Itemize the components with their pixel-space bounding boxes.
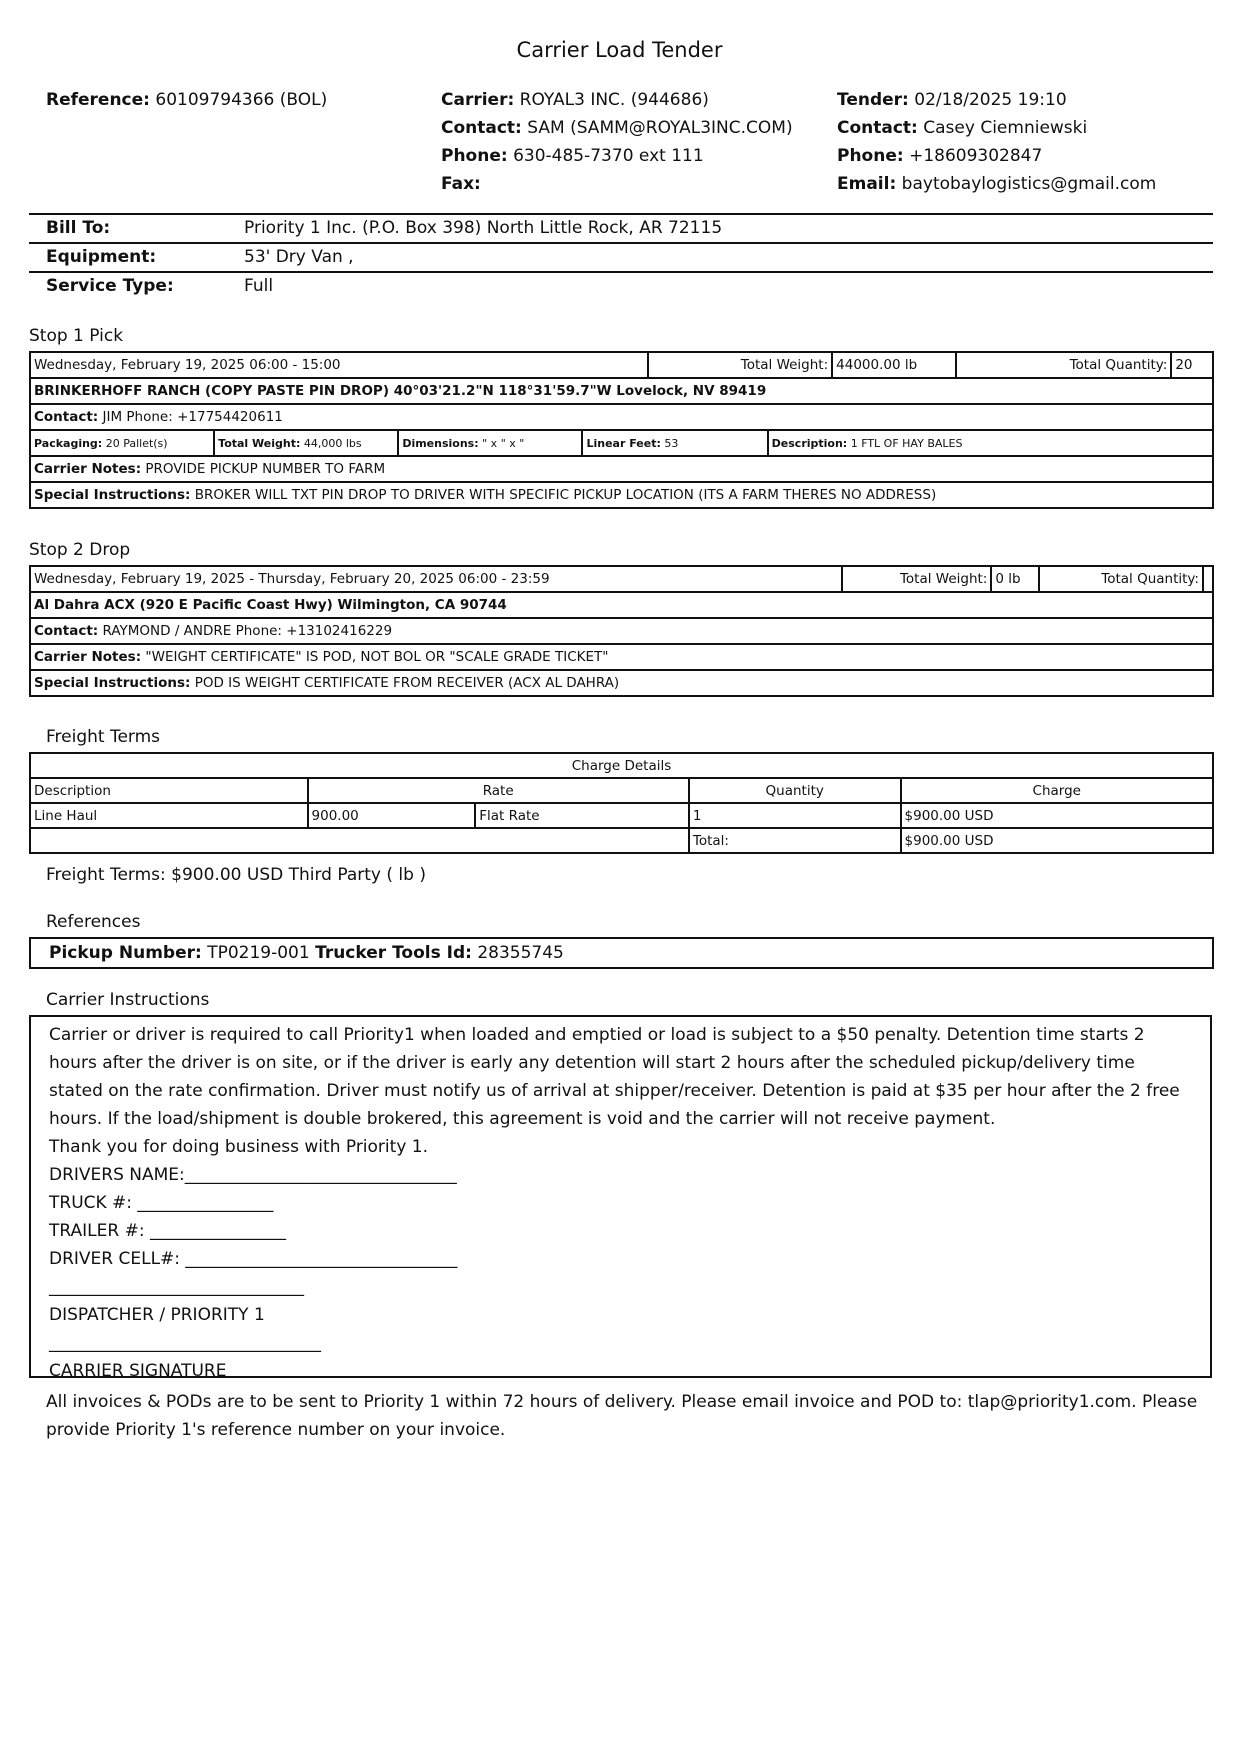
stop2-location [30,592,1213,618]
tender-label: Tender: [837,90,909,110]
freight-heading: Freight Terms [46,727,161,747]
driver-cell-field: DRIVER CELL#: ________________________________ [49,1249,458,1269]
stop2-table [29,565,1214,697]
service-type-label: Service Type: [46,276,174,296]
stop1-special-label: Special Instructions: [34,487,191,503]
col-charge: Charge [901,778,1213,803]
stop1-linear-feet-value: 53 [664,436,679,450]
carrier-signature-label: CARRIER SIGNATURE [49,1361,227,1381]
stop1-heading: Stop 1 Pick [29,326,124,346]
stop1-linear-feet [582,430,767,456]
stop1-packaging-value: 20 Pallet(s) [105,436,168,450]
drivers-name-field: DRIVERS NAME:________________________________ [49,1165,457,1185]
dispatcher-label: DISPATCHER / PRIORITY 1 [49,1305,265,1325]
carrier-contact-value: SAM (SAMM@ROYAL3INC.COM) [527,118,793,138]
service-type-row [29,271,1213,300]
tender-contact-value: Casey Ciemniewski [923,118,1088,138]
dispatcher-signature-line: ______________________________ [49,1277,304,1297]
charge-details-header: Charge Details [30,753,1213,778]
stop2-carrier-notes-value: "WEIGHT CERTIFICATE" IS POD, NOT BOL OR "SCALE GRADE TICKET" [145,649,609,665]
stop1-description [768,430,1213,456]
stop1-special-value: BROKER WILL TXT PIN DROP TO DRIVER WITH SPECIFIC PICKUP LOCATION (ITS A FARM THERES NO ADDRESS) [194,487,937,503]
footer-note: All invoices & PODs are to be sent to Priority 1 within 72 hours of delivery. Please email invoice and POD to: tlap@priority1.com. Please provide Priority 1's reference number on your invoice. [46,1392,1198,1440]
stop1-details-row [30,430,1213,456]
stop2-total-weight-label: Total Weight: [842,566,992,592]
charge-total-label: Total: [689,828,901,853]
stop1-packaging-label: Packaging: [34,436,103,450]
truck-number-field: TRUCK #: ________________ [49,1193,274,1213]
charge-row-description: Line Haul [30,803,308,828]
trailer-number-field: TRAILER #: ________________ [49,1221,286,1241]
charge-row-quantity: 1 [689,803,901,828]
stop2-special-instructions [30,670,1213,696]
stop2-total-quantity-label: Total Quantity: [1039,566,1203,592]
reference-value: 60109794366 (BOL) [155,90,328,110]
stop1-weight-value: 44,000 lbs [303,436,362,450]
pickup-number-label: Pickup Number: [49,943,202,963]
stop1-location-text: BRINKERHOFF RANCH (COPY PASTE PIN DROP) 40°03'21.2"N 118°31'59.7"W Lovelock, NV 89419 [34,383,767,399]
charge-table [29,752,1214,854]
bill-to-row [29,213,1213,242]
references-heading: References [46,912,141,932]
bill-to-label: Bill To: [46,218,111,238]
pickup-number-value: TP0219-001 [207,943,310,963]
tender-value: 02/18/2025 19:10 [914,90,1067,110]
instructions-thanks: Thank you for doing business with Priority 1. [49,1137,428,1157]
trucker-tools-value: 28355745 [477,943,564,963]
stop1-special-instructions [30,482,1213,508]
charge-column-headers [30,778,1213,803]
document-title: Carrier Load Tender [516,38,723,62]
stop1-date-row [30,352,1213,378]
service-type-value: Full [244,276,274,296]
equipment-value: 53' Dry Van , [244,247,354,267]
charge-row-rate: 900.00 [308,803,476,828]
freight-terms-line: Freight Terms: $900.00 USD Third Party ( lb ) [46,865,426,885]
col-description: Description [30,778,308,803]
charge-total-spacer [30,828,689,853]
reference-block [46,86,327,114]
stop1-total-quantity-value: 20 [1171,352,1213,378]
carrier-phone-value: 630-485-7370 ext 111 [513,146,704,166]
charge-row [30,803,1213,828]
stop1-table [29,351,1214,509]
tender-email-value: baytobaylogistics@gmail.com [901,174,1157,194]
stop2-special-value: POD IS WEIGHT CERTIFICATE FROM RECEIVER (ACX AL DAHRA) [194,675,620,691]
col-quantity: Quantity [689,778,901,803]
charge-row-charge: $900.00 USD [901,803,1213,828]
stop2-date-row [30,566,1213,592]
carrier-signature-line: ________________________________ [49,1333,321,1353]
stop2-carrier-notes-label: Carrier Notes: [34,649,142,665]
stop1-total-weight-label: Total Weight: [648,352,832,378]
carrier-contact-label: Contact: [441,118,522,138]
trucker-tools-label: Trucker Tools Id: [315,943,472,963]
tender-block [837,86,1156,198]
carrier-phone-label: Phone: [441,146,508,166]
stop1-dimensions-label: Dimensions: [402,436,479,450]
stop1-weight-label: Total Weight: [218,436,301,450]
stop2-carrier-notes [30,644,1213,670]
stop1-contact-value: JIM Phone: +17754420611 [102,409,283,425]
carrier-value: ROYAL3 INC. (944686) [519,90,709,110]
bill-to-value: Priority 1 Inc. (P.O. Box 398) North Little Rock, AR 72115 [244,218,723,238]
charge-total-value: $900.00 USD [901,828,1213,853]
stop1-description-label: Description: [771,436,848,450]
stop1-location [30,378,1213,404]
stop1-carrier-notes-value: PROVIDE PICKUP NUMBER TO FARM [145,461,386,477]
tender-contact-label: Contact: [837,118,918,138]
stop1-date: Wednesday, February 19, 2025 06:00 - 15:00 [30,352,648,378]
carrier-block [441,86,793,198]
col-rate: Rate [308,778,689,803]
stop1-contact-label: Contact: [34,409,99,425]
stop1-description-value: 1 FTL OF HAY BALES [850,436,963,450]
stop1-total-weight-value: 44000.00 lb [832,352,956,378]
equipment-row [29,242,1213,271]
stop2-heading: Stop 2 Drop [29,540,131,560]
stop1-dimensions-value: " x " x " [482,436,525,450]
stop1-packaging [30,430,214,456]
stop2-total-weight-value: 0 lb [991,566,1039,592]
stop2-contact-value: RAYMOND / ANDRE Phone: +13102416229 [102,623,393,639]
instructions-heading: Carrier Instructions [46,990,210,1010]
stop1-carrier-notes [30,456,1213,482]
stop2-total-quantity-value [1203,566,1213,592]
stop1-dimensions [398,430,582,456]
reference-label: Reference: [46,90,150,110]
tender-phone-value: +18609302847 [909,146,1043,166]
instructions-box [29,1015,1212,1381]
carrier-fax-label: Fax: [441,174,481,194]
tender-email-label: Email: [837,174,897,194]
stop2-special-label: Special Instructions: [34,675,191,691]
billing-block [29,213,1213,300]
stop1-total-quantity-label: Total Quantity: [956,352,1171,378]
stop2-location-text: Al Dahra ACX (920 E Pacific Coast Hwy) Wilmington, CA 90744 [34,597,507,613]
stop1-carrier-notes-label: Carrier Notes: [34,461,142,477]
stop1-contact [30,404,1213,430]
charge-row-rate-type: Flat Rate [475,803,689,828]
stop2-contact-label: Contact: [34,623,99,639]
stop1-linear-feet-label: Linear Feet: [586,436,661,450]
equipment-label: Equipment: [46,247,157,267]
references-box [29,937,1214,969]
stop2-date: Wednesday, February 19, 2025 - Thursday, February 20, 2025 06:00 - 23:59 [30,566,842,592]
charge-total-row [30,828,1213,853]
carrier-label: Carrier: [441,90,515,110]
stop2-contact [30,618,1213,644]
stop1-weight [214,430,398,456]
tender-phone-label: Phone: [837,146,904,166]
instructions-paragraph: Carrier or driver is required to call Priority1 when loaded and emptied or load is subject to a $50 penalty. Detention time starts 2 hours after the driver is on site, or if the driver is early any detention will start 2 hours after the scheduled pickup/delivery time stated on the rate confirmation. Driver must notify us of arrival at shipper/receiver. Detention is paid at $35 per hour after the 2 free hours. If the load/shipment is double brokered, this agreement is void and the carrier will not receive payment. [49,1025,1180,1129]
